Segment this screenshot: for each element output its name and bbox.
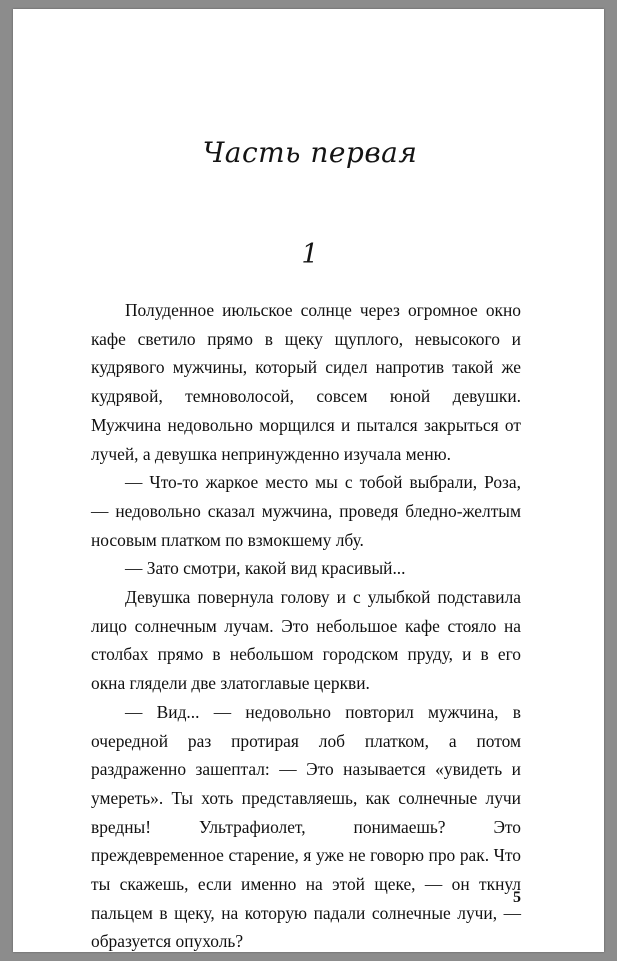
paragraph: — Что-то жаркое место мы с тобой выбрали, Роза, — недовольно сказал мужчина, проведя бледно-желтым носовым платком по взмокшему лбу. [91,472,521,550]
paragraph: Девушка повернула голову и с улыбкой подставила лицо солнечным лучам. Это небольшое кафе стояло на столбах прямо в небольшом городском пруду, и в его окна глядели две златоглавые церкви. [91,587,521,694]
page-number: 5 [513,889,521,906]
paragraph: Полуденное июльское солнце через огромное окно кафе светило прямо в щеку щуплого, невысокого и кудрявого мужчины, который сидел напротив такой же кудрявой, темноволосой, совсем юной девушки. Мужчина недовольно морщился и пытался закрыться от лучей, а девушка непринужденно изучала меню. [91,300,521,464]
chapter-number: 1 [301,239,319,270]
part-title: Часть первая [202,136,418,169]
body-text [91,296,521,952]
paragraph: — Зато смотри, какой вид красивый... [125,558,406,579]
paragraph: — Вид... — недовольно повторил мужчина, в очередной раз протирая лоб платком, а потом раздраженно зашептал: — Это называется «увидеть и умереть». Ты хоть представляешь, как солнечные лучи вредны! Ультрафиолет, понимаешь? Это преждевременное старение, я уже не говорю про рак. Что ты скажешь, если именно на этой щеке, — он ткнул пальцем в щеку, на которую падали солнечные лучи, — образуется опухоль? [91,701,521,952]
page-content [91,9,521,952]
book-page [13,9,604,952]
